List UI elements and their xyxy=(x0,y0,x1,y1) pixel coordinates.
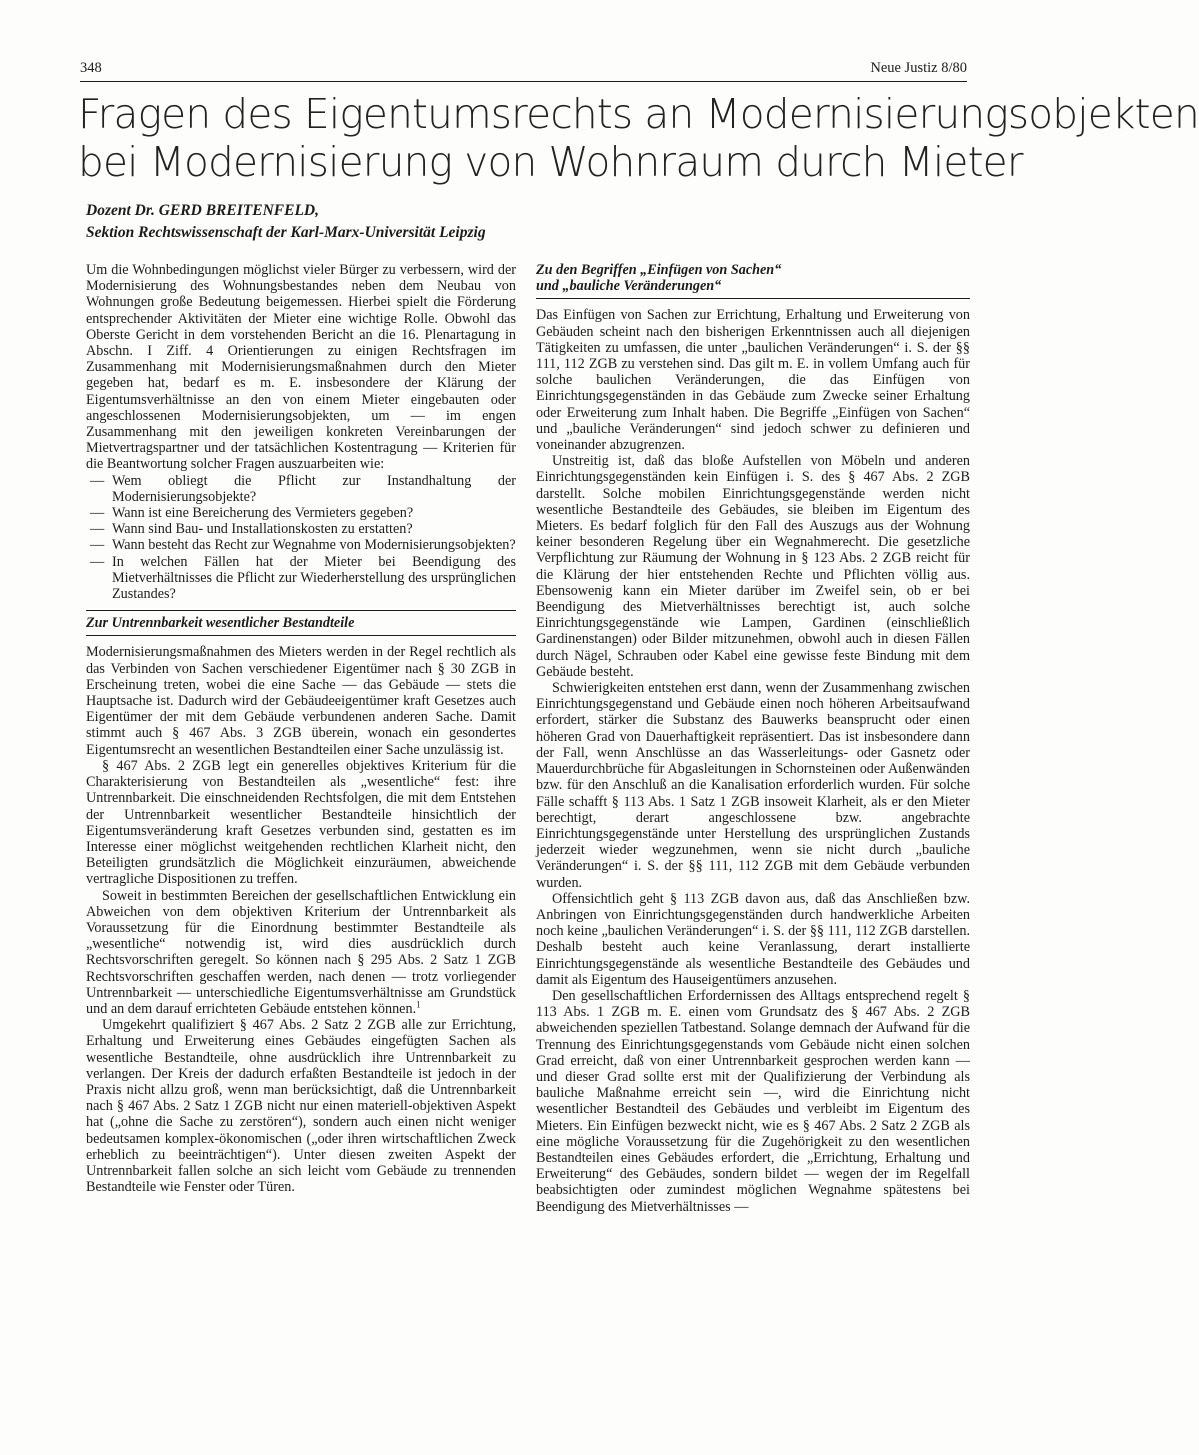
body-paragraph: Schwierigkeiten entstehen erst dann, wenn der Zusammenhang zwischen Einrichtungsgegenstand und Gebäude einen noch höheren Arbeitsaufwand erfordert, stärker die Substanz des Bauwerks beansprucht oder einen höheren Grad von Dauerhaftigkeit repräsentiert. Das ist insbesondere dann der Fall, wenn Anschlüsse an das Wasserleitungs- oder Gasnetz oder Mauerdurchbrüche für Abgasleitungen in Schornsteinen oder Außenwänden bzw. für den Anschluß an die Kanalisation erforderlich wurden. Für solche Fälle schafft § 113 Abs. 1 Satz 1 ZGB insoweit Klarheit, als er den Mieter berechtigt, derart angeschlossene bzw. angebrachte Einrichtungsgegenstände unter Herstellung des ursprünglichen Zustands jederzeit wieder wegzunehmen, wenn sie nicht durch „bauliche Veränderungen“ i. S. der §§ 111, 112 ZGB mit dem Gebäude verbunden wurden. xyxy=(536,680,970,891)
right-column xyxy=(536,262,970,1215)
footnote-marker: 1 xyxy=(416,999,421,1010)
question-item: — Wann sind Bau- und Installationskosten zu erstatten? xyxy=(86,521,516,537)
subsection-heading xyxy=(536,262,970,299)
article-title xyxy=(78,90,1199,186)
body-paragraph: Unstreitig ist, daß das bloße Aufstellen von Möbeln und anderen Einrichtungsgegenständen kein Einfügen i. S. des § 467 Abs. 2 ZGB darstellt. Solche mobilen Einrichtungsgegenstände werden nicht wesentliche Bestandteile des Gebäudes, sie bleiben im Eigentum des Mieters. Es bedarf folglich für den Fall des Auszugs aus der Wohnung keiner besonderen Regelung über ein Wegnahmerecht. Die gesetzliche Verpflichtung zur Räumung der Wohnung in § 123 Abs. 2 ZGB reicht für die Klärung der hier entstehenden Rechte und Pflichten völlig aus. Ebensowenig kann ein Mieter darüber im Zweifel sein, ob er bei Beendigung des Mietverhältnisses berechtigt ist, auch solche Einrichtungsgegenstände wie Lampen, Gardinen (einschließlich Gardinenstangen) oder Bilder mitzunehmen, obwohl auch in diesen Fällen durch Nägel, Schrauben oder Kabel eine gewisse feste Bindung mit dem Gebäude besteht. xyxy=(536,453,970,680)
title-line-2: bei Modernisierung von Wohnraum durch Mieter xyxy=(78,138,1023,186)
header-rule xyxy=(80,81,967,82)
body-paragraph: Modernisierungsmaßnahmen des Mieters werden in der Regel rechtlich als das Verbinden von Sachen verschiedener Eigentümer nach § 30 ZGB in Erscheinung treten, wobei die eine Sache — das Gebäude — stets die Hauptsache ist. Dadurch wird der Gebäudeeigentümer kraft Gesetzes auch Eigentümer der mit dem Gebäude verbundenen anderen Sache. Damit stimmt auch § 467 Abs. 3 ZGB überein, wonach ein gesondertes Eigentumsrecht an wesentlichen Bestandteilen einer Sache unzulässig ist. xyxy=(86,644,516,758)
body-paragraph: Den gesellschaftlichen Erfordernissen des Alltags entsprechend regelt § 113 Abs. 1 ZGB m. E. einen vom Grundsatz des § 467 Abs. 2 ZGB abweichenden speziellen Tatbestand. Solange demnach der Aufwand für die Trennung des Einrichtungsgegenstands vom Gebäude nicht einen solchen Grad erreicht, daß von einer Untrennbarkeit gesprochen werden kann — und dieser Grad sollte erst mit der Qualifizierung der Verbindung als bauliche Maßnahme erreicht sein —, wird die Einrichtung nicht wesentlicher Bestandteil des Gebäudes und verbleibt im Eigentum des Mieters. Ein Einfügen bezweckt nicht, wie es § 467 Abs. 2 Satz 2 ZGB als eine mögliche Voraussetzung für die Zugehörigkeit zu den wesentlichen Bestandteilen eines Gebäudes erfordert, die „Errichtung, Erhaltung und Erweiterung“ des Gebäudes, sondern bildet — wegen der im Regelfall beabsichtigten oder zumindest möglichen Wegnahme spätestens bei Beendigung des Mietverhältnisses — xyxy=(536,987,970,1215)
body-paragraph: § 467 Abs. 2 ZGB legt ein generelles objektives Kriterium für die Charakterisierung von Bestandteilen als „wesentliche“ fest: ihre Untrennbarkeit. Die einschneidenden Rechtsfolgen, die mit dem Entstehen der Untrennbarkeit wesentlicher Bestandteile hinsichtlich der Eigentumsveränderung kraft Gesetzes verbunden sind, gestatten es im Interesse einer möglichst weitgehenden rechtlichen Klarheit nicht, den Beteiligten grundsätzlich die Möglichkeit einzuräumen, abweichende vertragliche Dispositionen zu treffen. xyxy=(86,757,516,888)
author-affiliation: Sektion Rechtswissenschaft der Karl-Marx-Universität Leipzig xyxy=(86,224,486,241)
page-number: 348 xyxy=(80,60,102,76)
author-name: Dozent Dr. GERD BREITENFELD, xyxy=(86,202,319,219)
body-paragraph: Offensichtlich geht § 113 ZGB davon aus, daß das Anschließen bzw. Anbringen von Einrichtungsgegenständen durch handwerkliche Arbeiten noch keine „baulichen Veränderungen“ i. S. der §§ 111, 112 ZGB darstellen. Deshalb besteht auch keine Veranlassung, derart installierte Einrichtungsgegenstände als wesentliche Bestandteile des Gebäudes und damit als Eigentum des Hauseigentümers anzusehen. xyxy=(536,890,970,988)
question-item: — Wann besteht das Recht zur Wegnahme von Modernisierungsobjekten? xyxy=(86,537,516,553)
title-line-1: Fragen des Eigentumsrechts an Modernisierungsobjekten xyxy=(78,90,1199,138)
question-item: — Wann ist eine Bereicherung des Vermieters gegeben? xyxy=(86,505,516,521)
question-item: — Wem obliegt die Pflicht zur Instandhaltung der Modernisierungsobjekte? xyxy=(86,473,516,505)
body-paragraph xyxy=(86,888,516,1018)
question-item: — In welchen Fällen hat der Mieter bei Beendigung des Mietverhältnisses die Pflicht zur Wiederherstellung des ursprünglichen Zustandes? xyxy=(86,554,516,603)
subsection-heading-line-1: Zu den Begriffen „Einfügen von Sachen“ xyxy=(536,262,782,278)
running-header xyxy=(80,60,967,80)
body-paragraph: Umgekehrt qualifiziert § 467 Abs. 2 Satz 2 ZGB alle zur Errichtung, Erhaltung und Erweiterung eines Gebäudes eingefügten Sachen als wesentliche Bestandteile, ohne ausdrücklich ihre Untrennbarkeit zu verlangen. Der Kreis der dadurch erfaßten Bestandteile ist jedoch in der Praxis nicht allzu groß, wenn man berücksichtigt, daß die Untrennbarkeit nach § 467 Abs. 2 Satz 1 ZGB nicht nur einen materiell-objektiven Aspekt hat („ohne die Sache zu zerstören“), sondern auch einen nicht weniger bedeutsamen komplex-ökonomischen („oder ihren wirtschaftlichen Zweck erheblich zu beeinträchtigen“). Unter diesen zweiten Aspekt der Untrennbarkeit fallen solche an sich leicht vom Gebäude zu trennenden Bestandteile wie Fenster oder Türen. xyxy=(86,1017,516,1196)
body-paragraph: Das Einfügen von Sachen zur Errichtung, Erhaltung und Erweiterung von Gebäuden scheint nach den bisherigen Erkenntnissen auch all diejenigen Tätigkeiten zu umfassen, die unter „baulichen Veränderungen“ i. S. der §§ 111, 112 ZGB zu verstehen sind. Das gilt m. E. in vollem Umfang auch für solche baulichen Veränderungen, die das Einfügen von Einrichtungsgegenständen in das Gebäude zum Zwecke seiner Erhaltung oder Erweiterung zum Inhalt haben. Die Begriffe „Einfügen von Sachen“ und „bauliche Veränderungen“ sind jedoch schwer zu definieren und voneinander abzugrenzen. xyxy=(536,307,970,454)
paragraph-text: Soweit in bestimmten Bereichen der gesellschaftlichen Entwicklung ein Abweichen von dem objektiven Kriterium der Untrennbarkeit als Voraussetzung für die Einordnung bestimmter Bestandteile als „wesentliche“ notwendig ist, wird dies ausdrücklich durch Rechtsvorschriften geregelt. So können nach § 295 Abs. 2 Satz 1 ZGB Rechtsvorschriften geschaffen werden, nach denen — trotz vorliegender Untrennbarkeit — unterschiedliche Eigentumsverhältnisse am Grundstück und an dem darauf errichteten Gebäude entstehen können. xyxy=(86,887,516,1017)
intro-paragraph: Um die Wohnbedingungen möglichst vieler Bürger zu verbessern, wird der Modernisierung des Wohnungsbestandes neben dem Neubau von Wohnungen große Bedeutung beigemessen. Hierbei spielt die Förderung entsprechender Aktivitäten der Mieter eine wichtige Rolle. Obwohl das Oberste Gericht in dem vorstehenden Bericht an die 16. Plenartagung in Abschn. I Ziff. 4 Orientierungen zu einigen Rechtsfragen im Zusammenhang mit Modernisierungsmaßnahmen durch den Mieter gegeben hat, bedarf es m. E. insbesondere der Klärung der Eigentumsverhältnisse an den von einem Mieter eingebauten oder angeschlossenen Modernisierungsobjekten, um — im engen Zusammenhang mit den jeweiligen konkreten Vereinbarungen der Mietvertragspartner und der tatsächlichen Kostentragung — Kriterien für die Beantwortung solcher Fragen auszuarbeiten wie: xyxy=(86,262,516,473)
question-list xyxy=(86,473,516,603)
subsection-heading-line-2: und „bauliche Veränderungen“ xyxy=(536,278,722,295)
author-block xyxy=(86,200,486,244)
section-heading: Zur Untrennbarkeit wesentlicher Bestandteile xyxy=(86,610,516,636)
left-column xyxy=(86,262,516,1195)
journal-issue: Neue Justiz 8/80 xyxy=(870,60,967,76)
